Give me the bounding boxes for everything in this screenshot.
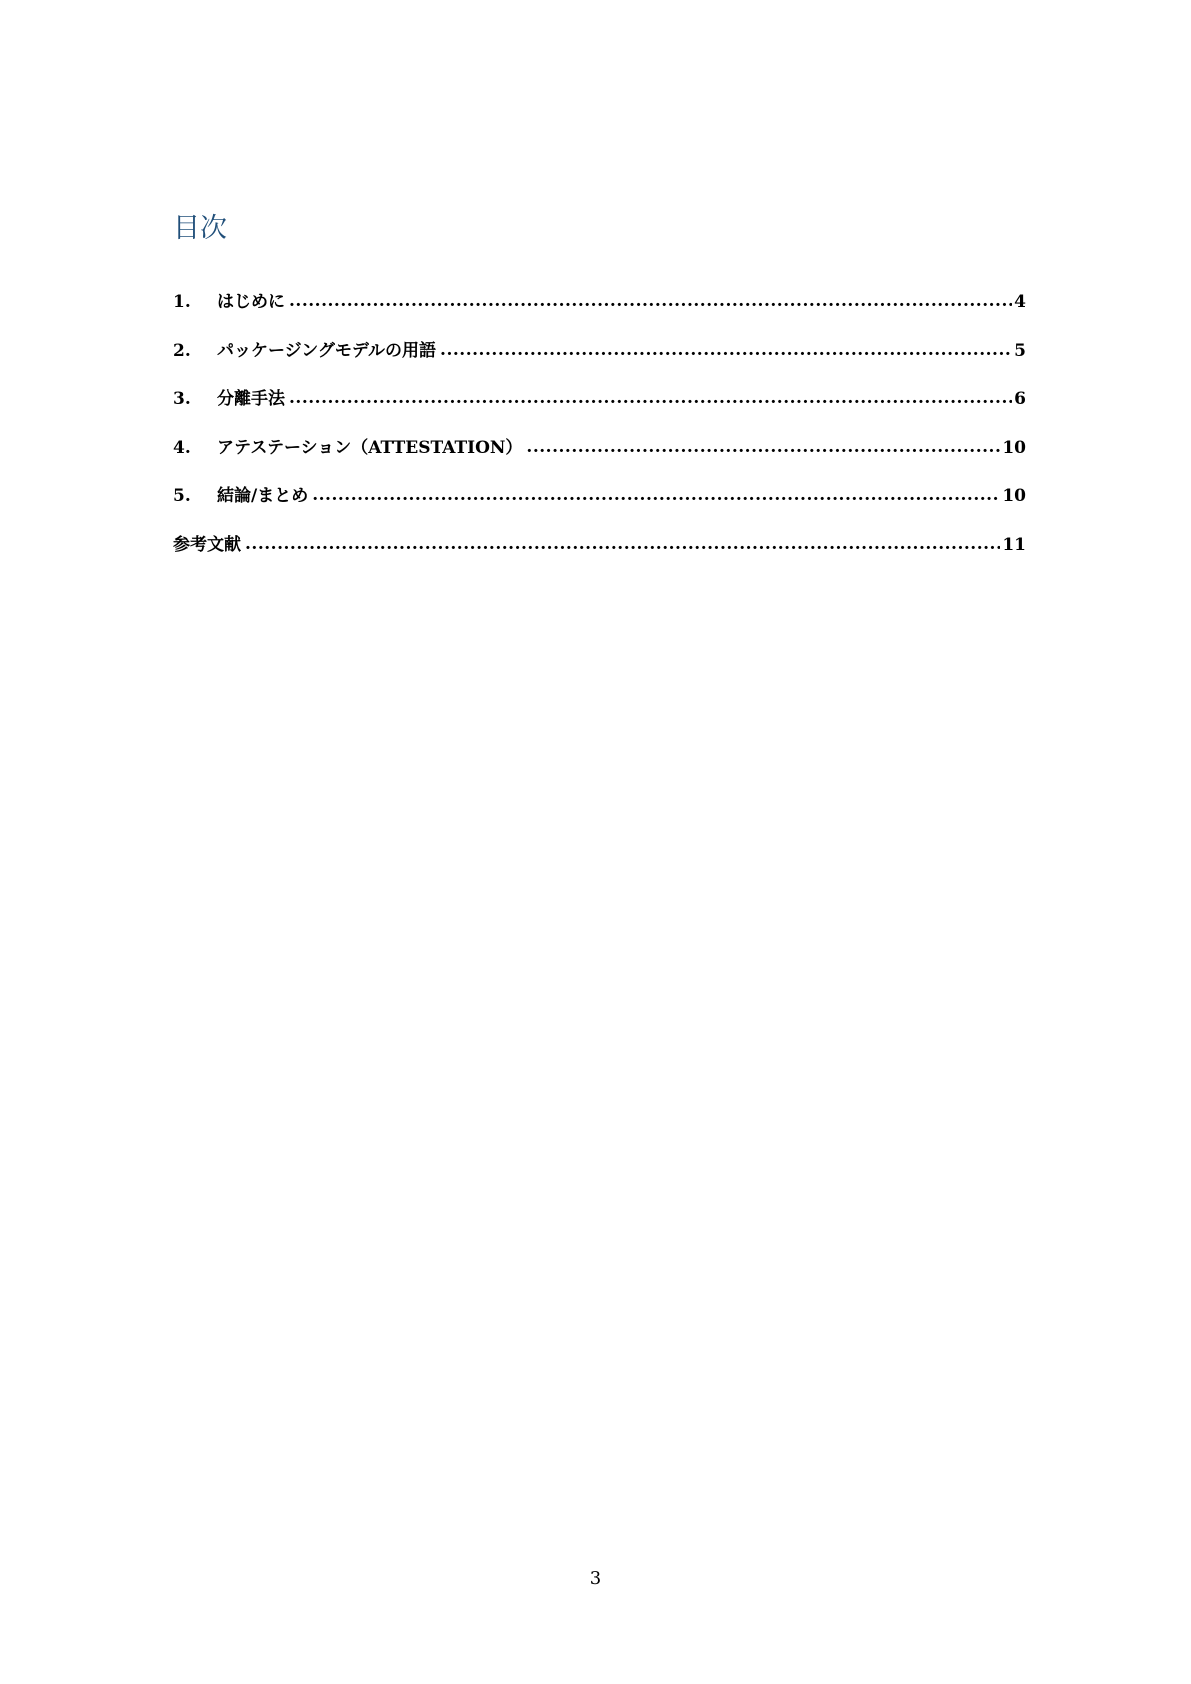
toc-entry-label: 参考文献	[173, 534, 241, 555]
toc-entry-number: 1.	[173, 292, 191, 312]
toc-entry-label: アテステーション（ATTESTATION）	[217, 437, 523, 458]
toc-dot-leader	[312, 485, 1000, 505]
toc-entry-page: 10	[1002, 486, 1026, 506]
toc-entry-page: 4	[1014, 292, 1026, 312]
toc-dot-leader	[289, 291, 1012, 311]
toc-entry-packaging-terms[interactable]	[173, 336, 1026, 385]
toc-heading: 目次	[173, 213, 227, 244]
toc-entry-attestation[interactable]	[173, 433, 1026, 482]
toc-entry-page: 10	[1002, 437, 1026, 458]
toc-dot-leader	[245, 534, 1000, 554]
toc-entry-references[interactable]	[173, 530, 1026, 579]
toc-entry-page: 6	[1014, 389, 1026, 409]
toc-entry-introduction[interactable]	[173, 287, 1026, 336]
toc-entry-page: 11	[1002, 534, 1026, 555]
toc-entry-label: パッケージングモデルの用語	[217, 340, 437, 361]
toc-entry-isolation-methods[interactable]	[173, 384, 1026, 433]
toc-dot-leader	[526, 437, 1000, 457]
toc-entry-conclusion[interactable]	[173, 481, 1026, 530]
page-number: 3	[589, 1568, 602, 1589]
toc-dot-leader	[289, 388, 1012, 408]
toc-entry-label: 分離手法	[217, 389, 285, 409]
toc-entry-number: 5.	[173, 486, 191, 506]
toc-entry-label: 結論/まとめ	[217, 486, 309, 506]
toc-entry-page: 5	[1014, 340, 1026, 361]
toc-entry-number: 2.	[173, 340, 191, 361]
toc-entry-number: 4.	[173, 437, 191, 458]
table-of-contents	[173, 287, 1026, 578]
toc-dot-leader	[440, 340, 1012, 360]
toc-entry-number: 3.	[173, 389, 191, 409]
toc-entry-label: はじめに	[217, 292, 285, 312]
